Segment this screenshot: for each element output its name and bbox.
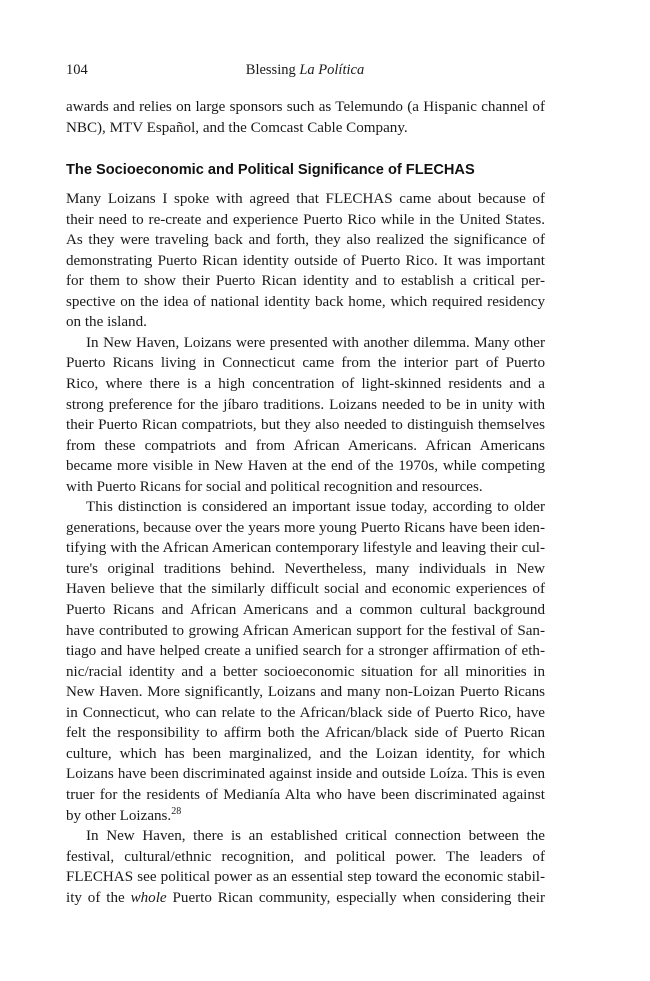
text-line: in Connecticut, who can relate to the African/black side of Puerto Rico, have bbox=[66, 704, 545, 721]
text-segment: Puerto Rican community, especially when considering their bbox=[172, 889, 545, 906]
text-line: spective on the idea of national identity back home, which required residency bbox=[66, 293, 545, 310]
text-line: truer for the residents of Medianía Alta who have been discriminated against bbox=[66, 786, 545, 803]
running-head bbox=[66, 62, 544, 84]
text-line: awards and relies on large sponsors such as Telemundo (a Hispanic channel of bbox=[66, 99, 545, 115]
section-heading: The Socioeconomic and Political Significance of FLECHAS bbox=[66, 162, 475, 179]
paragraph bbox=[66, 826, 545, 908]
text-line: NBC), MTV Español, and the Comcast Cable Company. bbox=[66, 119, 408, 136]
text-line: This distinction is considered an important issue today, according to older bbox=[86, 499, 545, 516]
running-title-plain: Blessing bbox=[245, 62, 296, 78]
text-line: As they were traveling back and forth, they also realized the significance of bbox=[66, 232, 545, 249]
text-line: their need to re-create and experience Puerto Rico while in the United States. bbox=[66, 211, 545, 228]
text-segment: ity of the bbox=[66, 889, 125, 906]
paragraph bbox=[66, 333, 545, 497]
text-line: Puerto Ricans and African Americans and a common cultural background bbox=[66, 602, 545, 619]
text-line: In New Haven, there is an established critical connection between the bbox=[86, 828, 545, 845]
text-line: festival, cultural/ethnic recognition, and political power. The leaders of bbox=[66, 848, 545, 865]
running-title-italic: La Política bbox=[299, 62, 365, 78]
text-line: from these compatriots and from African Americans. African Americans bbox=[66, 437, 545, 454]
text-line: Loizans have been discriminated against inside and outside Loíza. This is even bbox=[66, 766, 545, 783]
text-line: FLECHAS see political power as an essential step toward the economic stabil- bbox=[66, 869, 545, 886]
continued-paragraph bbox=[66, 97, 545, 138]
text-line: In New Haven, Loizans were presented with another dilemma. Many other bbox=[86, 334, 545, 351]
text-line: ture's original traditions behind. Nevertheless, many individuals in New bbox=[66, 560, 545, 577]
text-line: with Puerto Ricans for social and political recognition and resources. bbox=[66, 478, 483, 495]
footnote-reference: 28 bbox=[171, 805, 182, 817]
emphasized-word: whole bbox=[130, 889, 167, 906]
page-number: 104 bbox=[66, 62, 88, 78]
text-line: generations, because over the years more young Puerto Ricans have been iden- bbox=[66, 519, 545, 536]
paragraph bbox=[66, 189, 545, 333]
text-line: nic/racial identity and a better socioeconomic situation for all minorities in bbox=[66, 663, 545, 680]
text-line: Many Loizans I spoke with agreed that FLECHAS came about because of bbox=[66, 191, 545, 208]
text-line: have contributed to growing African American support for the festival of San- bbox=[66, 622, 545, 639]
text-line: strong preference for the jíbaro traditions. Loizans needed to be in unity with bbox=[66, 396, 545, 413]
text-line: Rico, where there is a high concentration of light-skinned residents and a bbox=[66, 376, 545, 393]
text-line-text: by other Loizans. bbox=[66, 807, 172, 824]
paragraph bbox=[66, 497, 545, 826]
text-line: their Puerto Rican compatriots, but they also needed to distinguish themselves bbox=[66, 417, 545, 434]
running-title bbox=[66, 62, 544, 79]
text-line: Haven believe that the similarly difficult social and economic experiences of bbox=[66, 581, 545, 598]
text-line: on the island. bbox=[66, 314, 147, 331]
text-line: demonstrating Puerto Rican identity outside of Puerto Rico. It was important bbox=[66, 252, 545, 269]
text-line: felt the responsibility to affirm both the African/black side of Puerto Rican bbox=[66, 725, 545, 742]
text-line-with-emphasis bbox=[66, 888, 545, 909]
text-line: tiago and have helped create a unified search for a stronger affirmation of eth- bbox=[66, 643, 545, 660]
text-line: for them to show their Puerto Rican identity and to establish a critical per- bbox=[66, 273, 545, 290]
text-line: tifying with the African American contemporary lifestyle and leaving their cul- bbox=[66, 540, 545, 557]
text-line: Puerto Ricans living in Connecticut came from the interior part of Puerto bbox=[66, 355, 545, 372]
text-line: culture, which has been marginalized, and the Loizan identity, for which bbox=[66, 745, 545, 762]
text-line-with-footnote bbox=[66, 806, 545, 827]
text-line: became more visible in New Haven at the end of the 1970s, while competing bbox=[66, 458, 545, 475]
text-line: New Haven. More significantly, Loizans and many non-Loizan Puerto Ricans bbox=[66, 684, 545, 701]
body-text bbox=[66, 97, 545, 908]
